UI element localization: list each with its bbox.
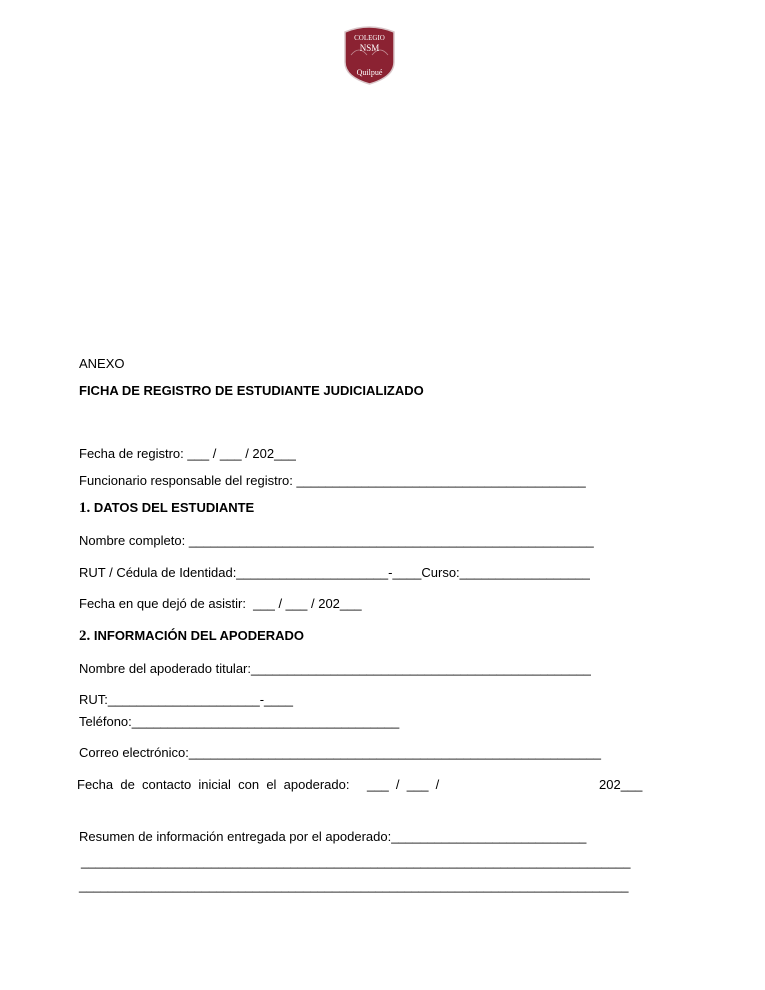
field-correo: Correo electrónico:_________________________________________________________ — [79, 745, 601, 760]
field-fecha-registro: Fecha de registro: ___ / ___ / 202___ — [79, 446, 296, 461]
section-2-heading — [79, 628, 304, 644]
field-rut-apoderado: RUT:_____________________-____ — [79, 692, 293, 707]
field-fecha-dejo-asistir: Fecha en que dejó de asistir: ___ / ___ / 202___ — [79, 596, 362, 611]
field-resumen: Resumen de información entregada por el apoderado:___________________________ — [79, 829, 587, 844]
logo-line-quilpue: Quilpué — [356, 68, 383, 77]
field-nombre-apoderado: Nombre del apoderado titular:_______________________________________________ — [79, 661, 591, 676]
section-1-number: 1. — [79, 500, 91, 516]
school-logo-crest — [341, 25, 398, 85]
section-1-heading — [79, 500, 254, 516]
resumen-blank-line-2: ____________________________________________________________________________ — [79, 878, 629, 893]
resumen-blank-line-1: ____________________________________________________________________________ — [81, 854, 631, 869]
field-nombre-completo: Nombre completo: ________________________________________________________ — [79, 533, 594, 548]
section-2-number: 2. — [79, 628, 91, 644]
section-1-title: DATOS DEL ESTUDIANTE — [93, 500, 255, 515]
field-rut-cedula: RUT / Cédula de Identidad:_____________________-____Curso:__________________ — [79, 565, 590, 580]
field-funcionario-responsable: Funcionario responsable del registro: ________________________________________ — [79, 473, 586, 488]
field-fecha-contacto-label: Fecha de contacto inicial con el apoderado: — [77, 777, 350, 792]
field-fecha-contacto-slots: ___ / ___ / — [367, 777, 440, 792]
logo-line-nsm: NSM — [359, 43, 380, 53]
annex-label: ANEXO — [79, 356, 125, 371]
logo-line-colegio: COLEGIO — [354, 34, 385, 42]
document-title: FICHA DE REGISTRO DE ESTUDIANTE JUDICIALIZADO — [79, 383, 424, 398]
section-2-title: INFORMACIÓN DEL APODERADO — [93, 628, 305, 643]
field-telefono: Teléfono:_____________________________________ — [79, 714, 400, 729]
field-fecha-contacto-year: 202___ — [599, 777, 643, 792]
